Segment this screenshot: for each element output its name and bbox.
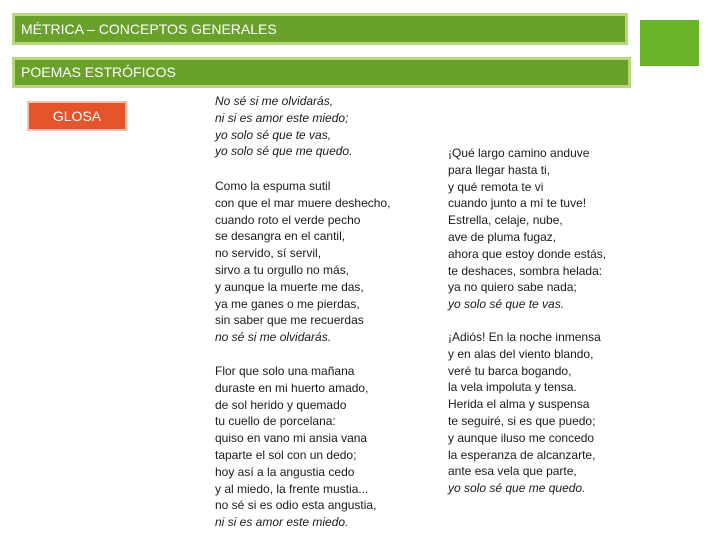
- poem-line: ¡Adiós! En la noche inmensa: [448, 330, 601, 344]
- poem-line: te deshaces, sombra helada:: [448, 263, 603, 278]
- poem-line: la vela impoluta y tensa.: [448, 380, 577, 395]
- poem-stanza-4: [448, 329, 601, 497]
- poem-line: sin saber que me recuerdas: [215, 313, 364, 328]
- poem-line: ya no quiero sabe nada;: [448, 280, 577, 295]
- poem-line: Herida el alma y suspensa: [448, 397, 590, 412]
- poem-line: y aunque la muerte me das,: [215, 279, 364, 294]
- poem-intro-stanza: [215, 93, 352, 160]
- poem-line: yo solo sé que me quedo.: [215, 144, 353, 159]
- section-heading: POEMAS ESTRÓFICOS: [12, 57, 631, 88]
- poem-line: ¡Qué largo camino anduve: [448, 146, 590, 160]
- poem-stanza-2: [215, 363, 376, 531]
- glosa-badge: GLOSA: [27, 101, 127, 131]
- poem-line: yo solo sé que te vas.: [448, 297, 565, 312]
- poem-line: ave de pluma fugaz,: [448, 229, 557, 244]
- poem-line: con que el mar muere deshecho,: [215, 195, 391, 210]
- poem-line: ni si es amor este miedo.: [215, 515, 349, 530]
- poem-line: y en alas del viento blando,: [448, 346, 594, 361]
- poem-line: taparte el sol con un dedo;: [215, 447, 357, 462]
- poem-line: y aunque iluso me concedo: [448, 430, 595, 445]
- poem-line: no sé si es odio esta angustia,: [215, 498, 377, 513]
- poem-line: y qué remota te vi: [448, 179, 544, 194]
- poem-line: ante esa vela que parte,: [448, 464, 577, 479]
- poem-line: cuando roto el verde pecho: [215, 212, 361, 227]
- poem-line: de sol herido y quemado: [215, 397, 347, 412]
- poem-line: sirvo a tu orgullo no más,: [215, 262, 350, 277]
- poem-stanza-3: [448, 145, 606, 313]
- slide-title: MÉTRICA – CONCEPTOS GENERALES: [12, 13, 628, 45]
- poem-line: Estrella, celaje, nube,: [448, 213, 563, 228]
- poem-line: Como la espuma sutil: [215, 179, 331, 193]
- poem-line: tu cuello de porcelana:: [215, 414, 336, 429]
- corner-accent-square: [640, 20, 699, 66]
- poem-line: y al miedo, la frente mustia...: [215, 481, 369, 496]
- poem-line: te seguiré, si es que puedo;: [448, 413, 596, 428]
- poem-line: yo solo sé que te vas,: [215, 127, 332, 142]
- poem-line: veré tu barca bogando,: [448, 363, 572, 378]
- poem-line: para llegar hasta ti,: [448, 162, 551, 177]
- poem-line: yo solo sé que me quedo.: [448, 481, 586, 496]
- poem-line: no sé si me olvidarás.: [215, 330, 332, 345]
- poem-line: se desangra en el cantil,: [215, 229, 346, 244]
- poem-line: hoy así a la angustia cedo: [215, 464, 355, 479]
- poem-line: la esperanza de alcanzarte,: [448, 447, 596, 462]
- poem-line: No sé si me olvidarás,: [215, 94, 334, 108]
- poem-line: cuando junto a mí te tuve!: [448, 196, 587, 211]
- poem-line: quiso en vano mi ansia vana: [215, 431, 368, 446]
- poem-line: no servido, sí servil,: [215, 246, 322, 261]
- poem-stanza-1: [215, 178, 390, 346]
- poem-line: ahora que estoy donde estás,: [448, 246, 607, 261]
- poem-line: ni si es amor este miedo;: [215, 110, 349, 125]
- poem-line: duraste en mi huerto amado,: [215, 380, 369, 395]
- poem-line: ya me ganes o me pierdas,: [215, 296, 360, 311]
- poem-line: Flor que solo una mañana: [215, 364, 355, 378]
